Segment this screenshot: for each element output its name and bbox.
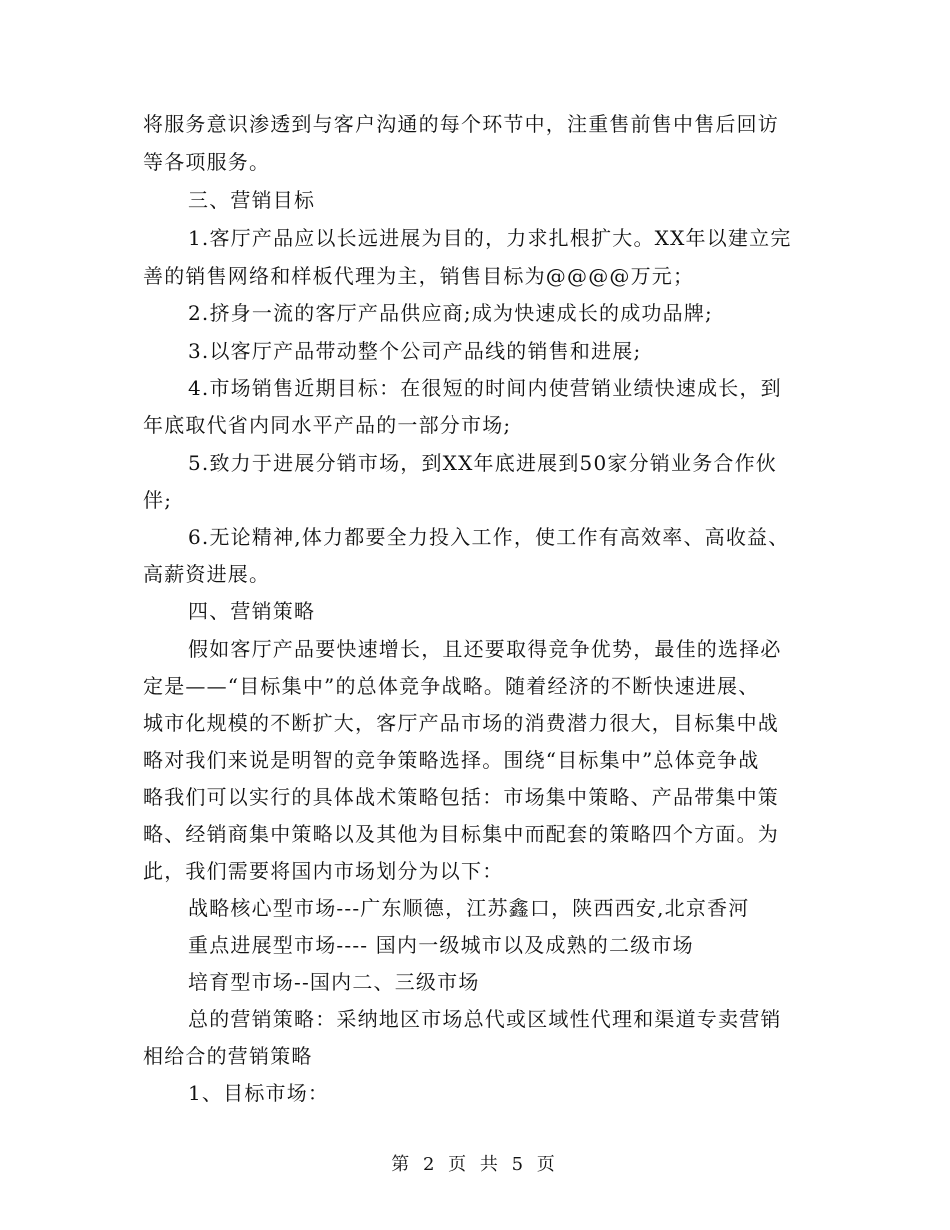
text-line: 重点进展型市场---- 国内一级城市以及成熟的二级市场: [188, 933, 694, 957]
text-line: 城市化规模的不断扩大，客厅产品市场的消费潜力很大，目标集中战: [143, 711, 779, 735]
text-line: 相给合的营销策略: [143, 1044, 313, 1068]
text-line: 略我们可以实行的具体战术策略包括：市场集中策略、产品带集中策: [143, 785, 779, 809]
text-line: 培育型市场--国内二、三级市场: [188, 970, 480, 994]
text-line: 略对我们来说是明智的竞争策略选择。围绕“目标集中”总体竞争战: [143, 748, 760, 772]
text-line: 4.市场销售近期目标：在很短的时间内使营销业绩快速成长，到: [188, 376, 782, 400]
text-line: 1.客厅产品应以长远进展为目的，力求扎根扩大。XX年以建立完: [188, 226, 792, 250]
text-line: 善的销售网络和样板代理为主，销售目标为@@@@万元；: [143, 264, 695, 288]
section-heading: 四、营销策略: [188, 599, 316, 623]
text-line: 年底取代省内同水平产品的一部分市场;: [143, 413, 512, 437]
section-heading: 三、营销目标: [188, 188, 316, 212]
text-line: 略、经销商集中策略以及其他为目标集中而配套的策略四个方面。为: [143, 822, 779, 846]
text-line: 此，我们需要将国内市场划分为以下：: [143, 859, 504, 883]
text-line: 3.以客厅产品带动整个公司产品线的销售和进展;: [188, 339, 642, 363]
text-line: 6.无论精神,体力都要全力投入工作，使工作有高效率、高收益、: [188, 525, 790, 549]
text-line: 总的营销策略：采纳地区市场总代或区域性代理和渠道专卖营销: [188, 1007, 782, 1031]
text-line: 等各项服务。: [143, 150, 271, 174]
text-line: 战略核心型市场---广东顺德，江苏鑫口，陕西西安,北京香河: [188, 896, 750, 920]
text-line: 2.挤身一流的客厅产品供应商;成为快速成长的成功品牌;: [188, 301, 713, 325]
page-number-footer: 第 2 页 共 5 页: [391, 1154, 559, 1175]
text-line: 伴;: [143, 488, 173, 512]
text-line: 5.致力于进展分销市场，到XX年底进展到50家分销业务合作伙: [188, 451, 778, 475]
text-line: 1、目标市场：: [188, 1081, 330, 1105]
text-line: 假如客厅产品要快速增长，且还要取得竞争优势，最佳的选择必: [188, 637, 782, 661]
text-line: 定是——“目标集中”的总体竞争战略。随着经济的不断快速进展、: [143, 674, 760, 698]
text-line: 将服务意识渗透到与客户沟通的每个环节中，注重售前售中售后回访: [143, 112, 779, 136]
text-line: 高薪资进展。: [143, 562, 271, 586]
